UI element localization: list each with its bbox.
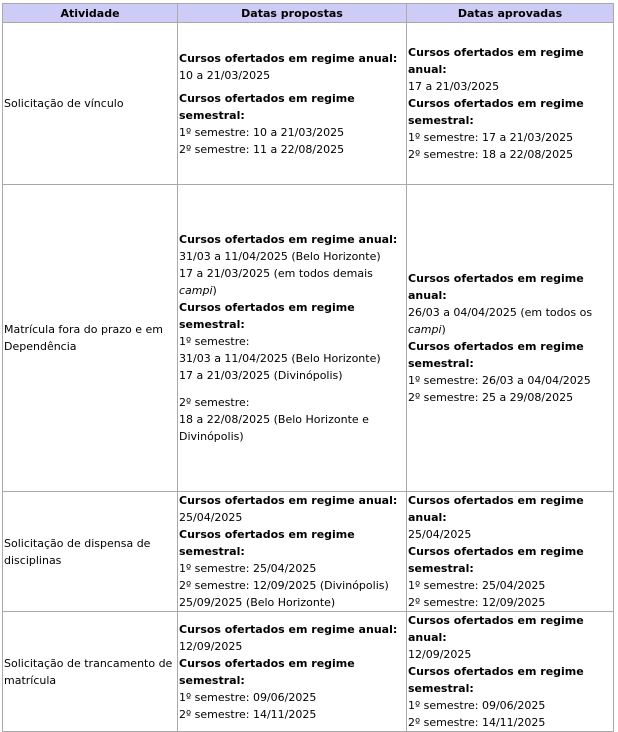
annual-date: 26/03 a 04/04/2025 (em todos os <box>408 306 593 319</box>
annual-date: 12/09/2025 <box>179 639 243 653</box>
proposed-dates-cell <box>178 185 407 492</box>
annual-title: Cursos ofertados em regime anual: <box>408 494 584 524</box>
activity-cell: Matrícula fora do prazo e em Dependência <box>3 185 178 492</box>
annual-title: Cursos ofertados em regime anual: <box>179 494 398 507</box>
proposed-dates-cell <box>178 492 407 612</box>
closing-paren: ) <box>441 323 446 336</box>
activity-cell: Solicitação de dispensa de disciplinas <box>3 492 178 612</box>
annual-title: Cursos ofertados em regime anual: <box>408 614 584 644</box>
schedule-table <box>2 3 614 732</box>
proposed-dates-cell <box>178 23 407 185</box>
closing-paren: ) <box>212 284 217 297</box>
semester-1-date: 1º semestre: 25/04/2025 <box>179 562 317 575</box>
header-proposed-dates: Datas propostas <box>178 4 407 23</box>
semester-2-date: 2º semestre: 11 a 22/08/2025 <box>179 142 345 156</box>
header-approved-dates: Datas aprovadas <box>407 4 614 23</box>
semester-1-date: 1º semestre: 09/06/2025 <box>179 690 317 704</box>
semester-2-date-a: 18 a 22/08/2025 (Belo Horizonte e <box>179 413 369 426</box>
annual-title: Cursos ofertados em regime anual: <box>179 622 398 636</box>
semester-1-date: 1º semestre: 17 a 21/03/2025 <box>408 131 574 144</box>
semester-title-cont: semestral: <box>408 562 474 575</box>
annual-title: Cursos ofertados em regime anual: <box>408 272 584 302</box>
semester-2-label: 2º semestre: <box>179 396 250 409</box>
semester-1-date-b: 17 a 21/03/2025 (Divinópolis) <box>179 369 343 382</box>
semester-title-cont: semestral: <box>408 114 474 127</box>
semester-title-cont: semestral: <box>408 357 474 370</box>
activity-cell: Solicitação de vínculo <box>3 23 178 185</box>
header-activity: Atividade <box>3 4 178 23</box>
semester-title: Cursos ofertados em regime semestral: <box>179 301 355 331</box>
semester-2-date: 2º semestre: 18 a 22/08/2025 <box>408 148 574 161</box>
table-row <box>3 185 614 492</box>
semester-title: Cursos ofertados em regime semestral: <box>179 528 355 558</box>
approved-dates-cell <box>407 492 614 612</box>
activity-cell: Solicitação de trancamento de matrícula <box>3 612 178 732</box>
annual-title: Cursos ofertados em regime anual: <box>179 51 398 65</box>
semester-2-date-b: 25/09/2025 (Belo Horizonte) <box>179 596 336 609</box>
semester-title-cont: semestral: <box>408 682 474 695</box>
semester-2-date: 2º semestre: 14/11/2025 <box>408 716 546 729</box>
semester-2-date: 2º semestre: 14/11/2025 <box>179 707 317 721</box>
semester-title: Cursos ofertados em regime <box>408 340 584 353</box>
semester-title: Cursos ofertados em regime <box>408 97 584 110</box>
semester-2-date: 2º semestre: 25 a 29/08/2025 <box>408 391 574 404</box>
table-row <box>3 612 614 732</box>
annual-date-2-cont <box>179 282 405 299</box>
annual-date-cont <box>408 321 612 338</box>
semester-2-date-b: Divinópolis) <box>179 430 244 443</box>
annual-title: Cursos ofertados em regime anual: <box>408 46 584 76</box>
semester-1-date: 1º semestre: 10 a 21/03/2025 <box>179 125 345 139</box>
header-row <box>3 4 614 23</box>
semester-1-date-a: 31/03 a 11/04/2025 (Belo Horizonte) <box>179 352 381 365</box>
proposed-dates-cell <box>178 612 407 732</box>
semester-title: Cursos ofertados em regime semestral: <box>179 656 355 687</box>
semester-2-date: 2º semestre: 12/09/2025 <box>408 596 546 609</box>
table-row <box>3 492 614 612</box>
approved-dates-cell <box>407 23 614 185</box>
semester-title: Cursos ofertados em regime semestral: <box>179 91 355 122</box>
annual-date: 12/09/2025 <box>408 648 472 661</box>
annual-date: 10 a 21/03/2025 <box>179 68 271 82</box>
campi-text: campi <box>179 284 213 297</box>
semester-title: Cursos ofertados em regime <box>408 545 584 558</box>
annual-title: Cursos ofertados em regime anual: <box>179 233 398 246</box>
semester-1-date: 1º semestre: 25/04/2025 <box>408 579 546 592</box>
semester-1-label: 1º semestre: <box>179 335 250 348</box>
semester-title: Cursos ofertados em regime <box>408 665 584 678</box>
annual-date-2: 17 a 21/03/2025 (em todos demais <box>179 267 373 280</box>
annual-date: 25/04/2025 <box>408 528 472 541</box>
table-row <box>3 23 614 185</box>
campi-text: campi <box>408 323 442 336</box>
annual-date: 25/04/2025 <box>179 511 243 524</box>
annual-date: 17 a 21/03/2025 <box>408 80 500 93</box>
semester-2-date: 2º semestre: 12/09/2025 (Divinópolis) <box>179 579 389 592</box>
approved-dates-cell <box>407 612 614 732</box>
approved-dates-cell <box>407 185 614 492</box>
annual-date-1: 31/03 a 11/04/2025 (Belo Horizonte) <box>179 250 381 263</box>
semester-1-date: 1º semestre: 09/06/2025 <box>408 699 546 712</box>
semester-1-date: 1º semestre: 26/03 a 04/04/2025 <box>408 374 591 387</box>
